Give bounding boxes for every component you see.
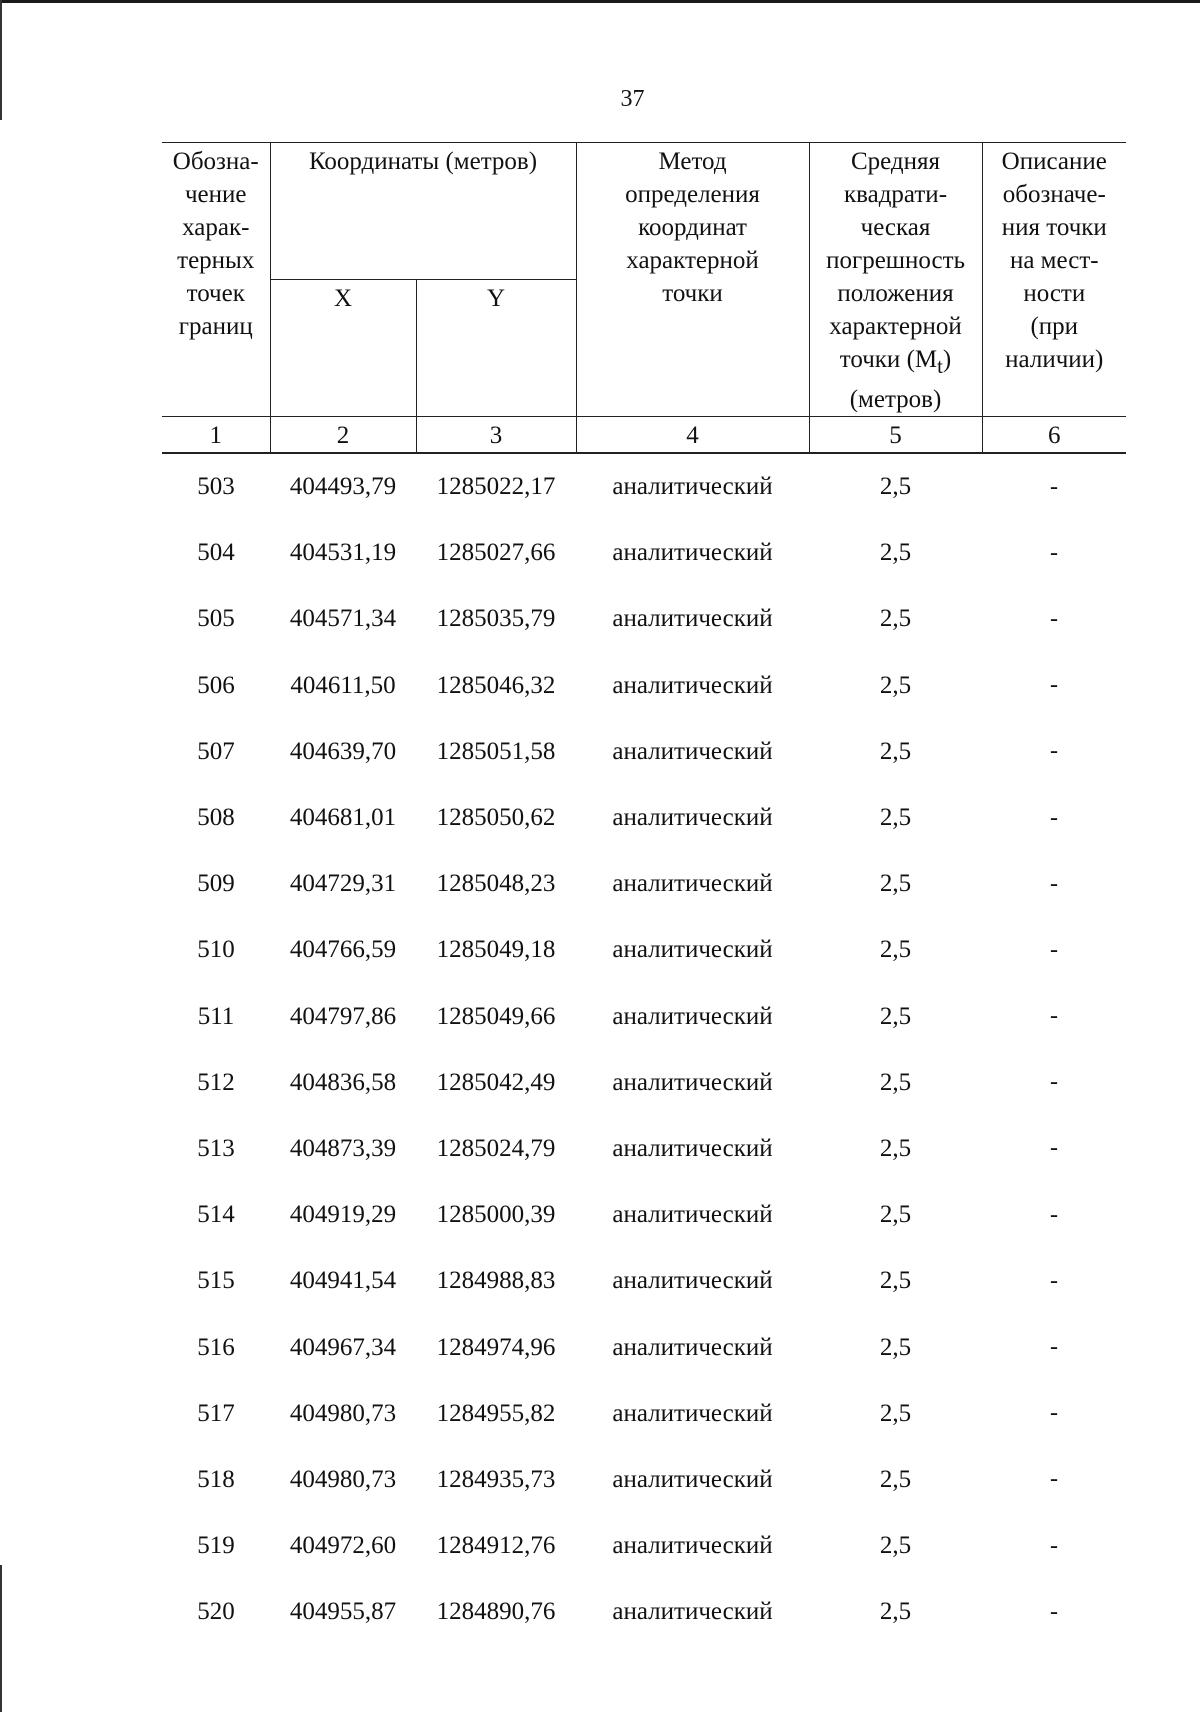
cell-error: 2,5 <box>879 1068 912 1096</box>
table-row <box>162 719 1126 785</box>
header-y: Y <box>416 280 576 417</box>
table-row <box>162 1381 1126 1447</box>
cell-x: 404955,87 <box>289 1598 397 1626</box>
cell-error: 2,5 <box>879 737 912 765</box>
scan-border-top <box>0 0 1200 3</box>
cell-x: 404766,59 <box>289 936 397 964</box>
cell-error: 2,5 <box>879 1134 912 1162</box>
cell-y: 1285048,23 <box>436 870 556 898</box>
cell-method: аналитический <box>612 671 773 699</box>
cell-x: 404972,60 <box>289 1532 397 1560</box>
cell-method: аналитический <box>612 1068 773 1096</box>
cell-method: аналитический <box>612 1002 773 1030</box>
cell-description: - <box>1050 1201 1059 1228</box>
coordinates-table <box>162 142 1126 1645</box>
cell-y: 1285050,62 <box>436 804 556 832</box>
cell-point-id: 514 <box>197 1201 235 1229</box>
cell-error: 2,5 <box>879 539 912 567</box>
cell-error: 2,5 <box>879 1002 912 1030</box>
cell-point-id: 512 <box>197 1068 235 1096</box>
table-row <box>162 785 1126 851</box>
cell-method: аналитический <box>612 804 773 832</box>
cell-description: - <box>1050 1267 1059 1294</box>
cell-point-id: 505 <box>197 605 235 633</box>
cell-point-id: 518 <box>197 1465 235 1493</box>
cell-method: аналитический <box>612 1532 773 1560</box>
cell-point-id: 513 <box>197 1134 235 1162</box>
cell-y: 1285049,18 <box>436 936 556 964</box>
header-error-text <box>826 148 965 413</box>
cell-method: аналитический <box>612 1134 773 1162</box>
cell-point-id: 508 <box>197 804 235 832</box>
cell-description: - <box>1050 473 1059 500</box>
cell-description: - <box>1050 1466 1059 1493</box>
cell-point-id: 509 <box>197 870 235 898</box>
cell-method: аналитический <box>612 737 773 765</box>
table-row <box>162 1248 1126 1314</box>
header-point-designation-text: Обозна- чение харак- терных точек границ <box>172 148 259 340</box>
scan-border-left-bottom <box>0 1565 2 1712</box>
cell-method: аналитический <box>612 936 773 964</box>
table-row <box>162 1116 1126 1182</box>
table-header <box>162 143 1126 454</box>
cell-y: 1285027,66 <box>436 539 556 567</box>
cell-y: 1284912,76 <box>436 1532 556 1560</box>
cell-error: 2,5 <box>879 1532 912 1560</box>
cell-description: - <box>1050 1069 1059 1096</box>
cell-method: аналитический <box>612 1267 773 1295</box>
cell-description: - <box>1050 804 1059 831</box>
cell-method: аналитический <box>612 1201 773 1229</box>
cell-method: аналитический <box>612 1465 773 1493</box>
header-error-subscript: t <box>937 354 943 378</box>
header-description <box>982 143 1126 417</box>
cell-error: 2,5 <box>879 1267 912 1295</box>
table-row <box>162 1513 1126 1579</box>
cell-x: 404980,73 <box>289 1399 397 1427</box>
cell-point-id: 507 <box>197 737 235 765</box>
cell-error: 2,5 <box>879 936 912 964</box>
cell-description: - <box>1050 1400 1059 1427</box>
cell-method: аналитический <box>612 1399 773 1427</box>
cell-x: 404571,34 <box>289 605 397 633</box>
column-number: 6 <box>982 417 1126 454</box>
header-point-designation <box>162 143 270 417</box>
cell-x: 404493,79 <box>289 473 397 501</box>
cell-y: 1284988,83 <box>436 1267 556 1295</box>
cell-x: 404941,54 <box>289 1267 397 1295</box>
cell-description: - <box>1050 539 1059 566</box>
header-x: X <box>270 280 416 417</box>
cell-x: 404611,50 <box>290 671 396 699</box>
cell-error: 2,5 <box>879 1399 912 1427</box>
cell-y: 1284974,96 <box>436 1333 556 1361</box>
cell-method: аналитический <box>612 1598 773 1626</box>
cell-error: 2,5 <box>879 671 912 699</box>
cell-description: - <box>1050 1334 1059 1361</box>
cell-point-id: 516 <box>197 1333 235 1361</box>
cell-y: 1284935,73 <box>436 1465 556 1493</box>
cell-method: аналитический <box>612 605 773 633</box>
cell-description: - <box>1050 1598 1059 1625</box>
cell-description: - <box>1050 1532 1059 1559</box>
table-row <box>162 851 1126 917</box>
cell-point-id: 511 <box>197 1002 235 1030</box>
column-number: 3 <box>416 417 576 454</box>
column-number: 2 <box>270 417 416 454</box>
cell-error: 2,5 <box>879 605 912 633</box>
column-number: 1 <box>162 417 270 454</box>
cell-description: - <box>1050 672 1059 699</box>
cell-description: - <box>1050 1003 1059 1030</box>
cell-error: 2,5 <box>879 1201 912 1229</box>
table-body <box>162 453 1126 1645</box>
cell-x: 404836,58 <box>289 1068 397 1096</box>
cell-error: 2,5 <box>879 870 912 898</box>
table-row <box>162 1447 1126 1513</box>
cell-error: 2,5 <box>879 1598 912 1626</box>
table-row <box>162 653 1126 719</box>
header-method-text: Метод определения координат характерной точки <box>625 148 760 307</box>
cell-x: 404797,86 <box>289 1002 397 1030</box>
cell-y: 1284955,82 <box>436 1399 556 1427</box>
cell-y: 1285000,39 <box>436 1201 556 1229</box>
cell-point-id: 504 <box>197 539 235 567</box>
cell-x: 404729,31 <box>289 870 397 898</box>
cell-point-id: 506 <box>197 671 235 699</box>
cell-description: - <box>1050 936 1059 963</box>
cell-point-id: 503 <box>197 473 235 501</box>
table-row <box>162 1314 1126 1380</box>
cell-x: 404873,39 <box>289 1134 397 1162</box>
cell-error: 2,5 <box>879 804 912 832</box>
header-mean-square-error <box>809 143 982 417</box>
cell-y: 1285051,58 <box>436 737 556 765</box>
cell-point-id: 515 <box>197 1267 235 1295</box>
header-error-before: Средняя квадрати- ческая погрешность положения характерной точки (M <box>826 148 965 373</box>
cell-x: 404919,29 <box>289 1201 397 1229</box>
cell-point-id: 517 <box>197 1399 235 1427</box>
header-method <box>576 143 809 417</box>
column-numbers-row <box>162 417 1126 454</box>
table-row <box>162 1579 1126 1645</box>
cell-description: - <box>1050 738 1059 765</box>
table-row <box>162 453 1126 520</box>
cell-method: аналитический <box>612 870 773 898</box>
cell-method: аналитический <box>612 1333 773 1361</box>
cell-point-id: 519 <box>197 1532 235 1560</box>
table-row <box>162 1050 1126 1116</box>
column-number: 4 <box>576 417 809 454</box>
cell-point-id: 510 <box>197 936 235 964</box>
cell-error: 2,5 <box>879 1333 912 1361</box>
cell-y: 1285024,79 <box>436 1134 556 1162</box>
cell-y: 1285022,17 <box>436 473 556 501</box>
cell-error: 2,5 <box>879 1465 912 1493</box>
cell-description: - <box>1050 1135 1059 1162</box>
cell-method: аналитический <box>612 539 773 567</box>
table-row <box>162 1182 1126 1248</box>
column-number: 5 <box>809 417 982 454</box>
cell-y: 1285042,49 <box>436 1068 556 1096</box>
cell-point-id: 520 <box>197 1598 235 1626</box>
cell-y: 1284890,76 <box>436 1598 556 1626</box>
cell-error: 2,5 <box>879 473 912 501</box>
cell-y: 1285049,66 <box>436 1002 556 1030</box>
table-row <box>162 520 1126 586</box>
cell-y: 1285035,79 <box>436 605 556 633</box>
cell-description: - <box>1050 605 1059 632</box>
header-coordinates-group: Координаты (метров) <box>270 143 576 280</box>
cell-y: 1285046,32 <box>436 671 556 699</box>
cell-x: 404639,70 <box>289 737 397 765</box>
cell-x: 404531,19 <box>289 539 397 567</box>
header-error-after: ) (метров) <box>849 346 952 413</box>
table-row <box>162 586 1126 652</box>
table-row <box>162 984 1126 1050</box>
cell-x: 404967,34 <box>289 1333 397 1361</box>
cell-method: аналитический <box>612 473 773 501</box>
table-row <box>162 917 1126 983</box>
header-description-text: Описание обозначе- ния точки на мест- ности (при наличии) <box>1001 148 1107 373</box>
cell-x: 404681,01 <box>289 804 397 832</box>
cell-description: - <box>1050 870 1059 897</box>
cell-x: 404980,73 <box>289 1465 397 1493</box>
page-number: 37 <box>620 86 645 112</box>
